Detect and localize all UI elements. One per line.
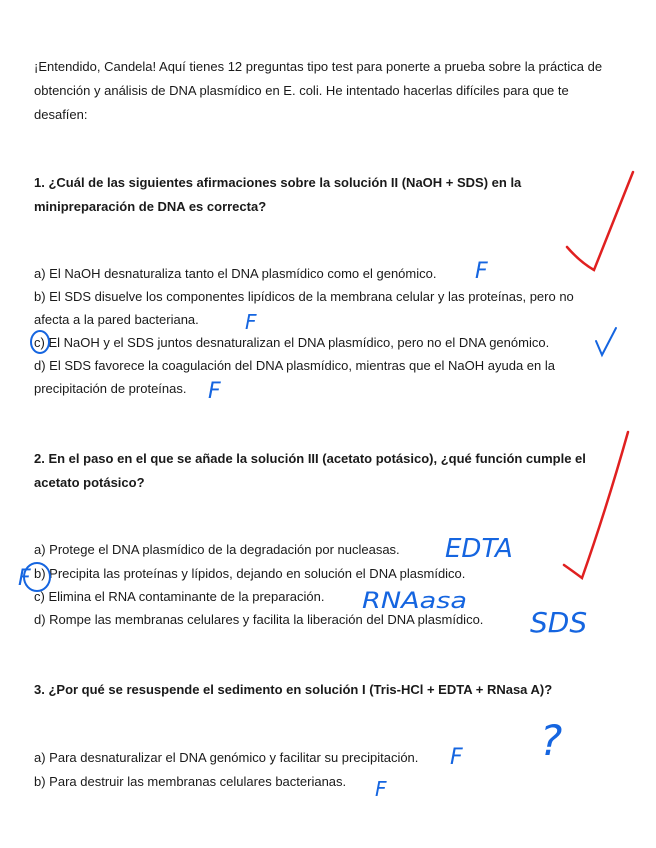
question-3-option-a: a) Para desnaturalizar el DNA genómico y facilitar su precipitación. <box>34 750 419 765</box>
question-1-option-a: a) El NaOH desnaturaliza tanto el DNA plasmídico como el genómico. <box>34 266 437 281</box>
question-2-option-b: b) Precipita las proteínas y lípidos, dejando en solución el DNA plasmídico. <box>34 566 466 581</box>
intro-paragraph: ¡Entendido, Candela! Aquí tienes 12 preguntas tipo test para ponerte a prueba sobre la práctica de obtención y análisis de DNA plasmídico en E. coli. He intentado hacerlas difíciles para que te desafíen: <box>34 59 603 122</box>
question-3-option-b: b) Para destruir las membranas celulares bacterianas. <box>34 774 347 789</box>
blue-check-mark <box>596 328 616 355</box>
question-2-option-c: c) Elimina el RNA contaminante de la preparación. <box>34 589 325 604</box>
false-mark-q1a: F <box>475 259 488 284</box>
handwritten-rnaasa: RNAasa <box>362 589 467 614</box>
question-2-title: 2. En el paso en el que se añade la solución III (acetato potásico), ¿qué función cumple el acetato potásico? <box>34 451 586 490</box>
handwritten-question-mark: ? <box>540 716 563 765</box>
false-mark-q3b: F <box>375 777 387 801</box>
false-mark-q3a: F <box>450 745 463 770</box>
false-mark-q2b: F <box>18 566 31 591</box>
question-2-option-d: d) Rompe las membranas celulares y facilita la liberación del DNA plasmídico. <box>34 612 484 627</box>
question-1-option-c: c) El NaOH y el SDS juntos desnaturalizan el DNA plasmídico, pero no el DNA genómico. <box>34 335 550 350</box>
question-1-option-b: b) El SDS disuelve los componentes lipídicos de la membrana celular y las proteínas, pero no afecta a la pared bacteriana. <box>34 289 574 327</box>
question-3-title: 3. ¿Por qué se resuspende el sedimento en solución I (Tris-HCl + EDTA + RNasa A)? <box>34 682 553 697</box>
question-1-title: 1. ¿Cuál de las siguientes afirmaciones sobre la solución II (NaOH + SDS) en la minipreparación de DNA es correcta? <box>34 175 522 214</box>
handwritten-sds: SDS <box>530 606 588 639</box>
false-mark-q1b: F <box>245 310 257 334</box>
false-mark-q1d: F <box>208 379 221 404</box>
handwritten-edta: EDTA <box>445 534 513 564</box>
question-1-option-d: d) El SDS favorece la coagulación del DNA plasmídico, mientras que el NaOH ayuda en la precipitación de proteínas. <box>34 358 555 396</box>
question-2-option-a: a) Protege el DNA plasmídico de la degradación por nucleasas. <box>34 542 400 557</box>
